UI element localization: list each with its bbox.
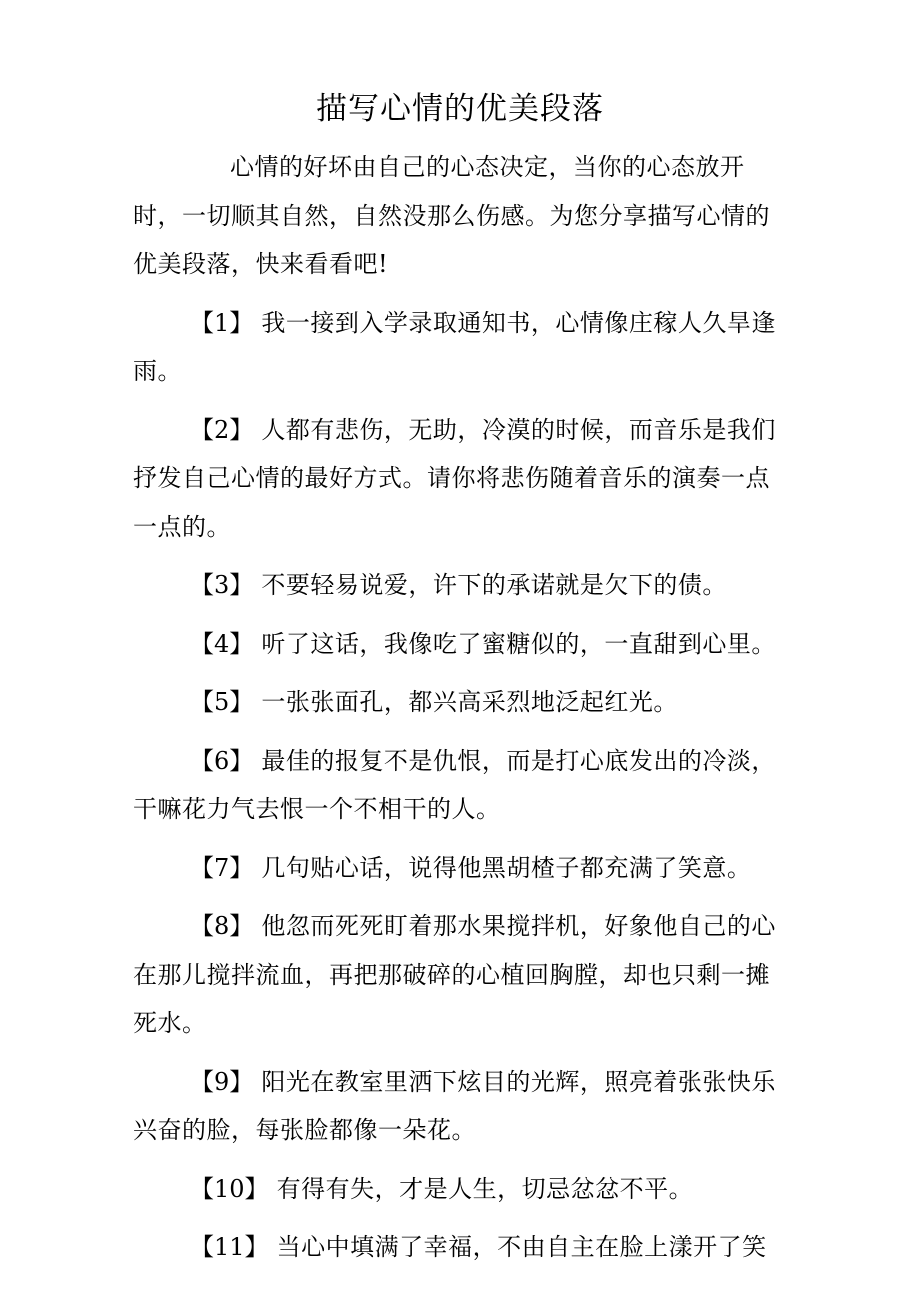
paragraph-label: 【8】 [190, 912, 254, 940]
paragraph-label: 【4】 [190, 629, 254, 658]
paragraph-8 [133, 902, 788, 1048]
document-title: 描写心情的优美段落 [316, 91, 604, 127]
paragraph-4 [133, 620, 788, 669]
paragraph-5 [133, 678, 788, 727]
paragraph-text: 人都有悲伤，无助，冷漠的时候，而音乐是我们抒发自己心情的最好方式。请你将悲伤随着音乐的演奏一点一点的。 [133, 415, 776, 541]
paragraph-3 [133, 561, 788, 610]
paragraph-label: 【3】 [190, 571, 254, 599]
paragraph-text: 听了这话，我像吃了蜜糖似的，一直甜到心里。 [253, 629, 776, 658]
paragraph-1 [133, 299, 788, 396]
paragraph-text: 他忽而死死盯着那水果搅拌机，好象他自己的心在那儿搅拌流血，再把那破碎的心植回胸膛，却也只剩一摊死水。 [133, 912, 776, 1037]
paragraph-9 [133, 1058, 788, 1155]
paragraph-10 [133, 1165, 788, 1214]
paragraph-text: 几句贴心话，说得他黑胡楂子都充满了笑意。 [253, 853, 752, 882]
document-body [133, 143, 788, 1282]
paragraph-label: 【10】 [190, 1174, 269, 1203]
paragraph-11 [133, 1223, 788, 1272]
paragraph-text: 最佳的报复不是仇恨，而是打心底发出的冷淡，干嘛花力气去恨一个不相干的人。 [133, 746, 776, 823]
paragraph-text: 一张张面孔，都兴高采烈地泛起红光。 [253, 688, 678, 716]
paragraph-text: 我一接到入学录取通知书，心情像庄稼人久旱逢雨。 [133, 308, 776, 385]
paragraph-label: 【5】 [190, 688, 254, 716]
paragraph-2 [133, 406, 788, 552]
intro-paragraph: 心情的好坏由自己的心态决定，当你的心态放开时，一切顺其自然，自然没那么伤感。为您分享描写心情的优美段落，快来看看吧! [133, 153, 770, 278]
paragraph-text: 不要轻易说爱，许下的承诺就是欠下的债。 [253, 571, 727, 599]
paragraph-text: 有得有失，才是人生，切忌忿忿不平。 [268, 1174, 694, 1203]
paragraph-label: 【9】 [190, 1067, 254, 1096]
paragraph-text: 当心中填满了幸福，不由自主在脸上漾开了笑 [268, 1233, 767, 1261]
paragraph-label: 【1】 [190, 308, 254, 337]
paragraph-label: 【11】 [190, 1233, 269, 1261]
paragraph-label: 【2】 [190, 415, 254, 444]
paragraph-text: 阳光在教室里洒下炫目的光辉，照亮着张张快乐兴奋的脸，每张脸都像一朵花。 [133, 1067, 776, 1144]
paragraph-label: 【7】 [190, 853, 254, 882]
paragraph-label: 【6】 [190, 746, 254, 775]
paragraph-7 [133, 844, 788, 893]
paragraph-6 [133, 737, 788, 834]
